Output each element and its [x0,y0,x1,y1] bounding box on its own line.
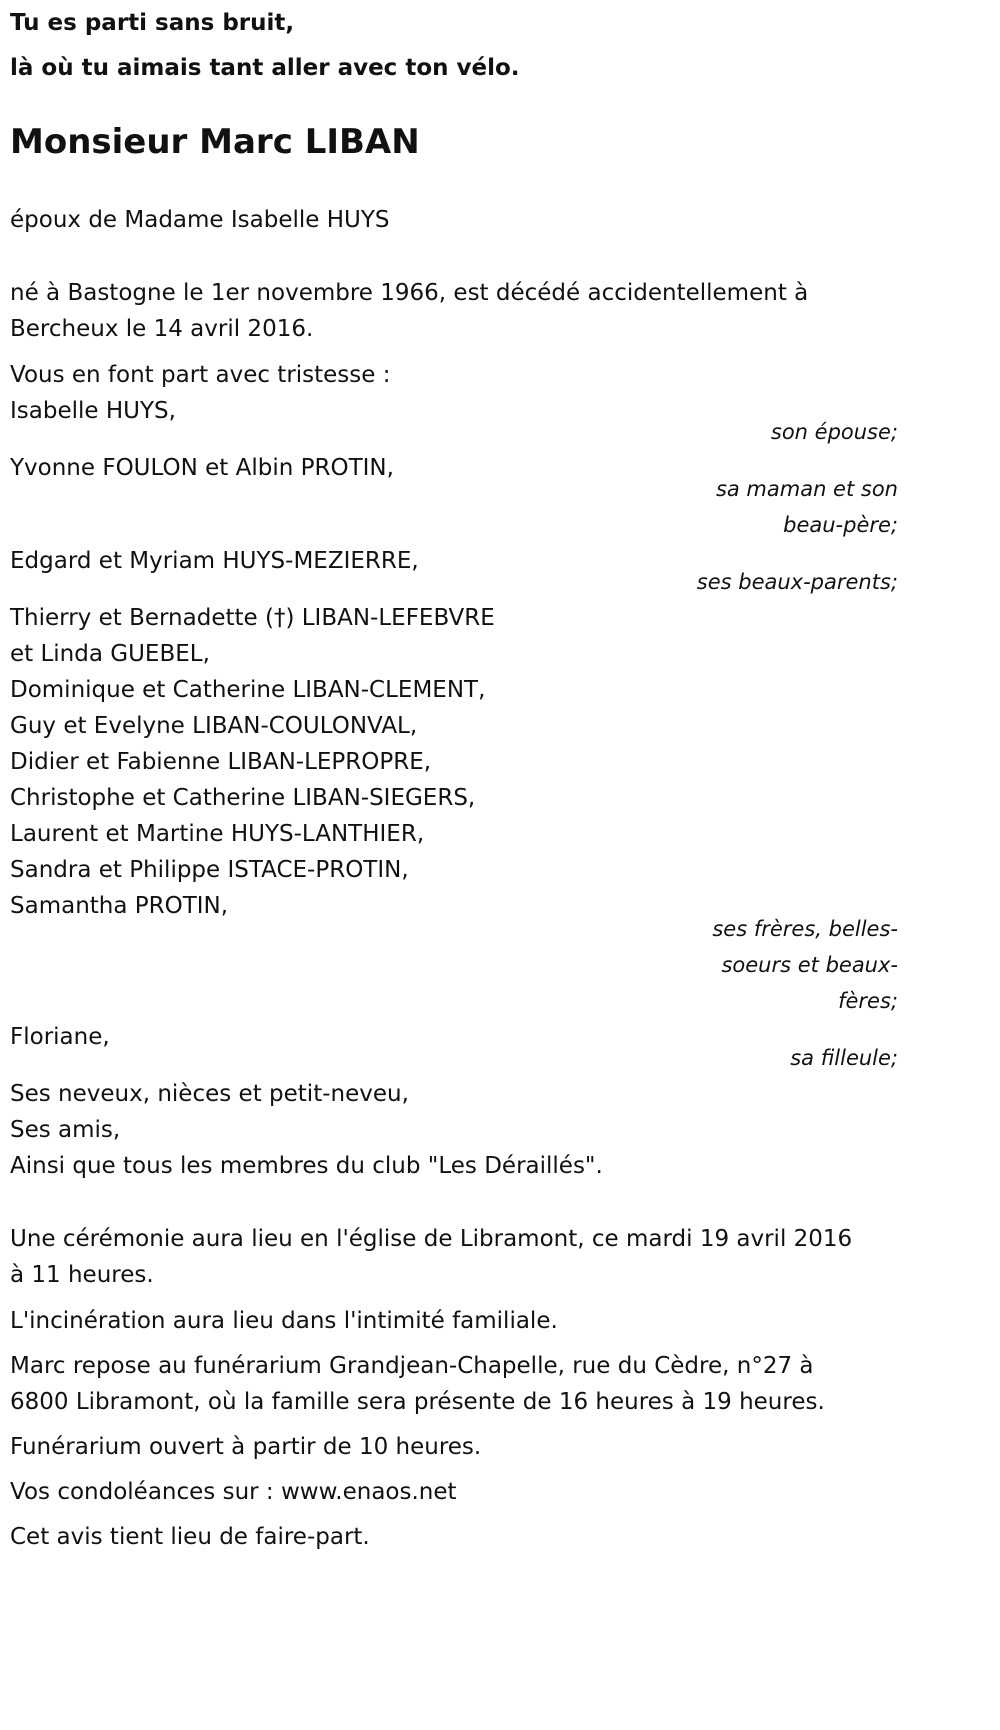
sibling-line: Samantha PROTIN, [10,893,229,919]
others-line: Ses amis, [10,1117,121,1143]
family-role: fères; [838,989,898,1013]
family-name: Yvonne FOULON et Albin PROTIN, [10,455,394,481]
sibling-line: Thierry et Bernadette (†) LIBAN-LEFEBVRE [10,605,495,631]
funeral-home-line: Marc repose au funérarium Grandjean-Chapelle, rue du Cèdre, n°27 à [10,1353,814,1379]
deceased-name: Monsieur Marc LIBAN [10,122,420,162]
funeral-home-line: 6800 Libramont, où la famille sera présente de 16 heures à 19 heures. [10,1389,825,1415]
intro-line: Vous en font part avec tristesse : [10,362,391,388]
incineration-line: L'incinération aura lieu dans l'intimité familiale. [10,1308,558,1334]
epigraph-line: Tu es parti sans bruit, [10,10,295,36]
others-line: Ses neveux, nièces et petit-neveu, [10,1081,409,1107]
ceremony-line: Une cérémonie aura lieu en l'église de Libramont, ce mardi 19 avril 2016 [10,1226,853,1252]
family-role: sa filleule; [790,1046,898,1070]
sibling-line: Christophe et Catherine LIBAN-SIEGERS, [10,785,476,811]
notice-line: Cet avis tient lieu de faire-part. [10,1524,370,1550]
sibling-line: Guy et Evelyne LIBAN-COULONVAL, [10,713,418,739]
family-role: ses frères, belles- [712,917,898,941]
sibling-line: Sandra et Philippe ISTACE-PROTIN, [10,857,409,883]
sibling-line: Didier et Fabienne LIBAN-LEPROPRE, [10,749,432,775]
spouse-line: époux de Madame Isabelle HUYS [10,207,390,233]
family-name: Isabelle HUYS, [10,398,176,424]
sibling-line: et Linda GUEBEL, [10,641,210,667]
family-role: beau-père; [783,513,898,537]
birth-death-line: Bercheux le 14 avril 2016. [10,316,314,342]
epigraph-line: là où tu aimais tant aller avec ton vélo. [10,55,520,81]
family-role: sa maman et son [715,477,898,501]
others-line: Ainsi que tous les membres du club "Les Déraillés". [10,1153,603,1179]
family-role: soeurs et beaux- [721,953,898,977]
condolences-line: Vos condoléances sur : www.enaos.net [10,1479,457,1505]
birth-death-line: né à Bastogne le 1er novembre 1966, est décédé accidentellement à [10,280,809,306]
family-role: ses beaux-parents; [696,570,898,594]
family-name: Edgard et Myriam HUYS-MEZIERRE, [10,548,419,574]
family-name: Floriane, [10,1024,110,1050]
opening-line: Funérarium ouvert à partir de 10 heures. [10,1434,482,1460]
sibling-line: Laurent et Martine HUYS-LANTHIER, [10,821,425,847]
ceremony-line: à 11 heures. [10,1262,154,1288]
sibling-line: Dominique et Catherine LIBAN-CLEMENT, [10,677,486,703]
family-role: son épouse; [770,420,898,444]
